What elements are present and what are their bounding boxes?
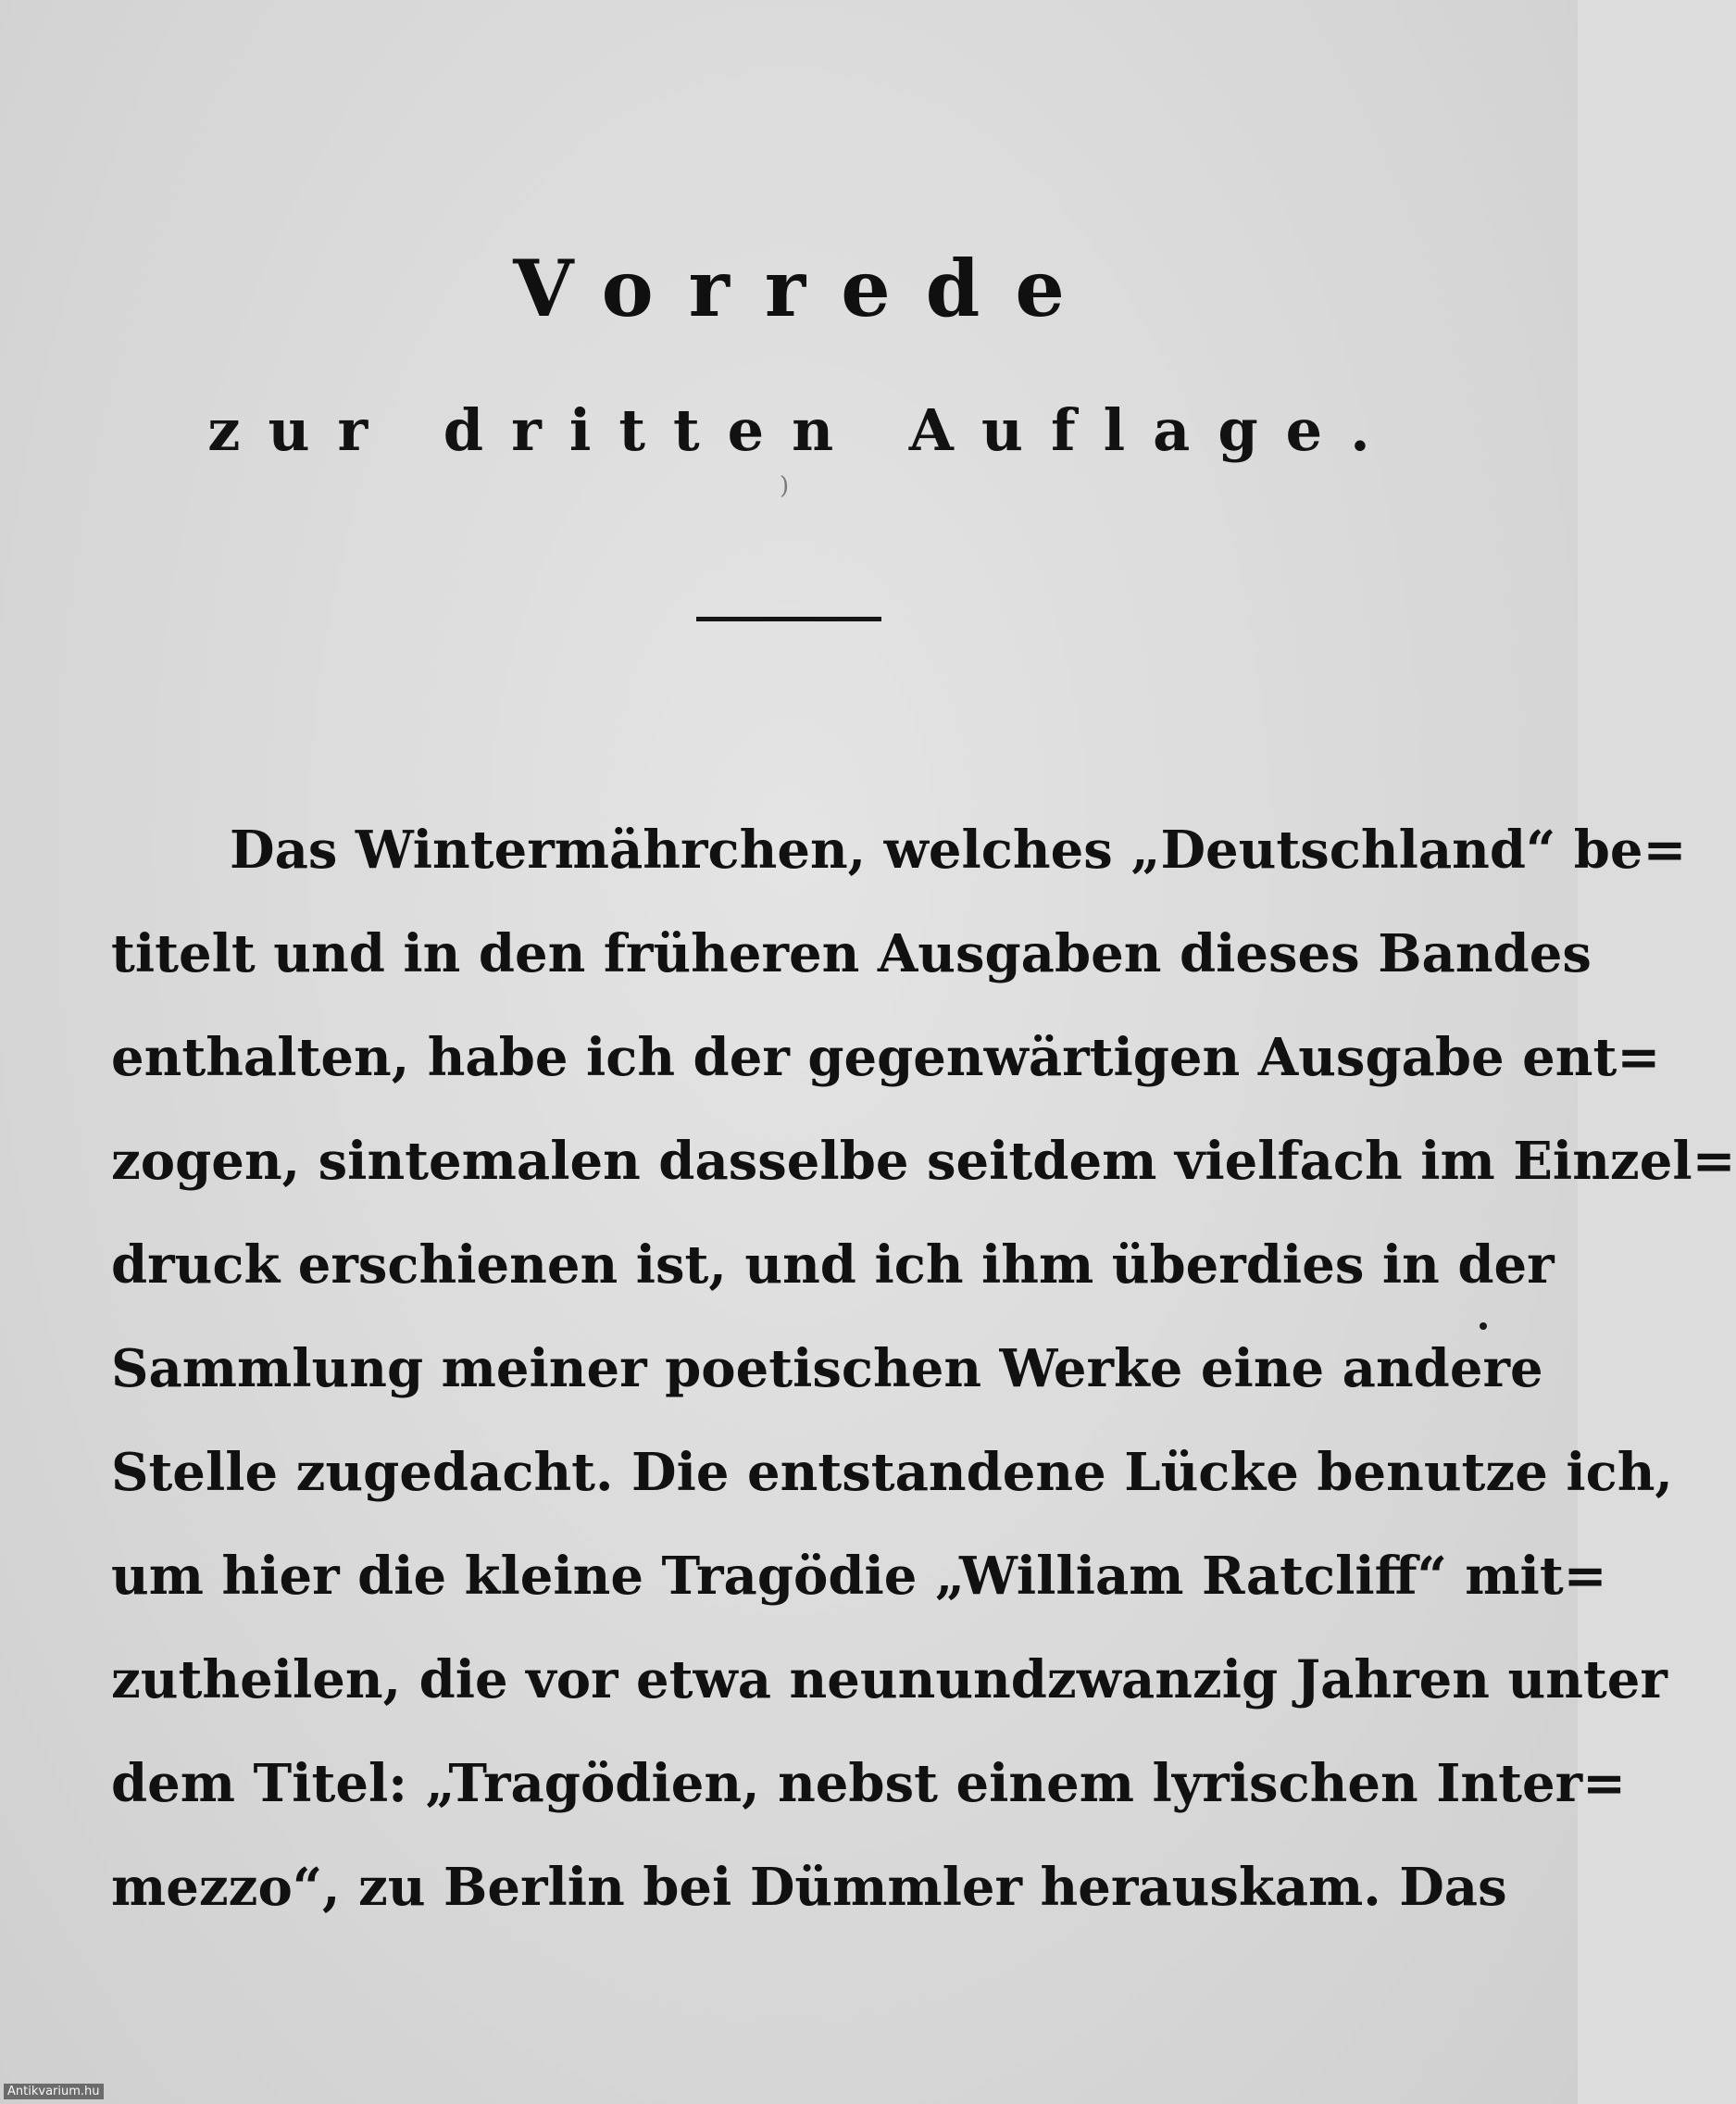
text-line: dem Titel: „Tragödien, nebst einem lyrischen Inter=	[111, 1753, 1627, 1814]
text-line: Sammlung meiner poetischen Werke eine andere	[111, 1338, 1543, 1399]
ink-speck	[1480, 1322, 1487, 1330]
page-subtitle: zur dritten Auflage.	[207, 396, 1398, 464]
text-line: titelt und in den früheren Ausgaben dieses Bandes	[111, 923, 1592, 984]
text-line: enthalten, habe ich der gegenwärtigen Ausgabe ent=	[111, 1027, 1661, 1088]
text-line: zogen, sintemalen dasselbe seitdem vielfach im Einzel=	[111, 1131, 1736, 1192]
text-line: um hier die kleine Tragödie „William Ratcliff“ mit=	[111, 1546, 1607, 1607]
title-divider	[696, 617, 881, 621]
text-line: druck erschienen ist, und ich ihm überdies in der	[111, 1234, 1555, 1296]
text-line: Das Wintermährchen, welches „Deutschland“ be=	[230, 820, 1687, 881]
page-title: Vorrede	[513, 243, 1100, 334]
bleed-through-mark: )	[780, 472, 790, 500]
text-line: zutheilen, die vor etwa neunundzwanzig Jahren unter	[111, 1649, 1667, 1710]
watermark: Antikvarium.hu	[4, 2084, 104, 2099]
text-line: mezzo“, zu Berlin bei Dümmler herauskam. Das	[111, 1857, 1507, 1918]
text-line: Stelle zugedacht. Die entstandene Lücke benutze ich,	[111, 1442, 1673, 1503]
body-paragraph	[111, 798, 1736, 1939]
